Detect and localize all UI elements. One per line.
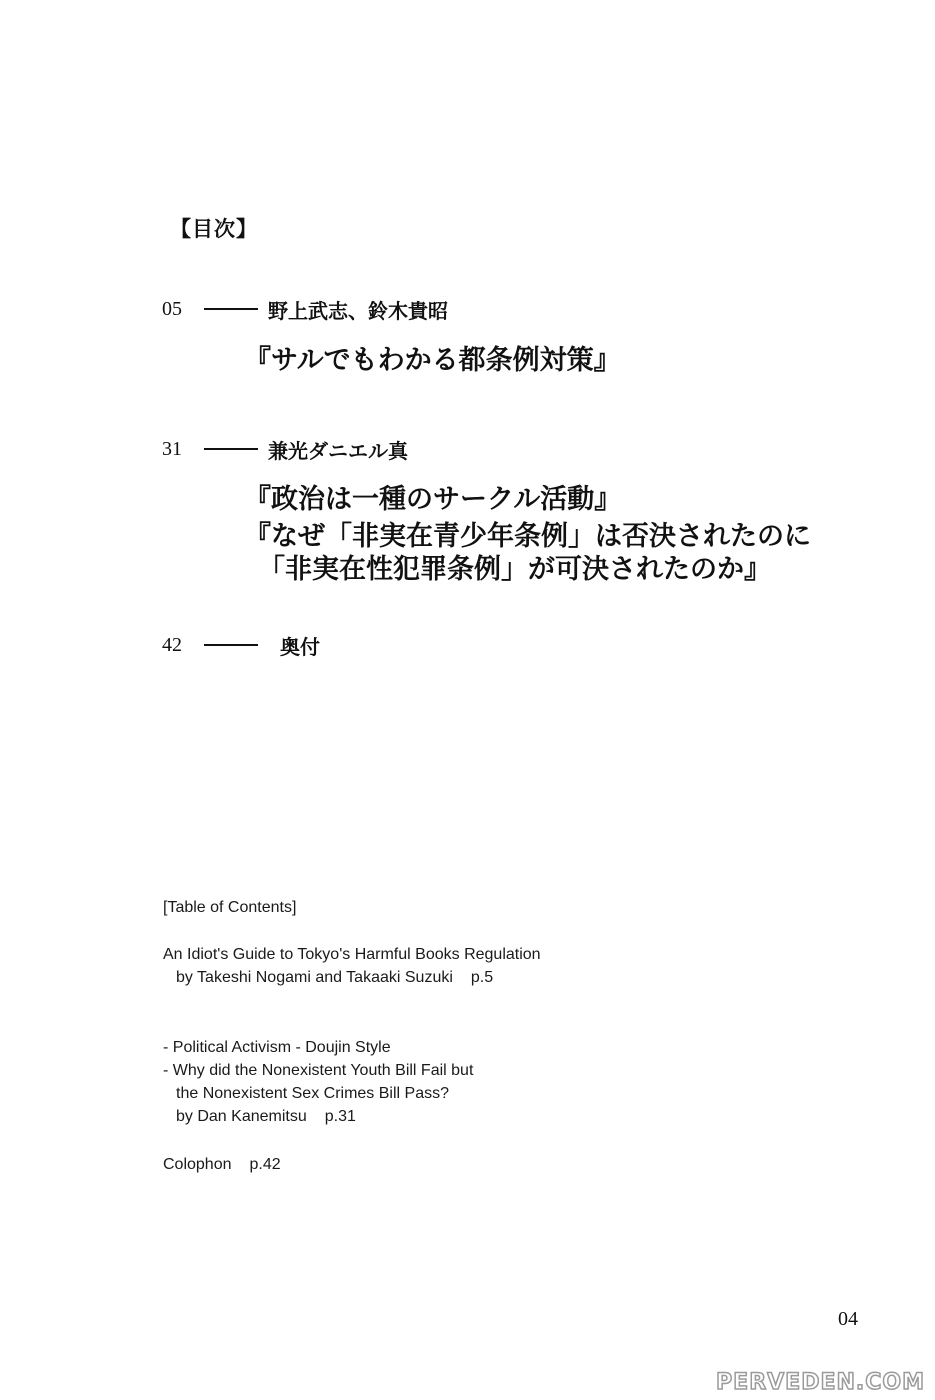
en-entry-1-byline: by Takeshi Nogami and Takaaki Suzuki bbox=[176, 969, 453, 986]
en-toc-heading: [Table of Contents] bbox=[163, 899, 297, 916]
en-toc-entry-3 bbox=[163, 1153, 281, 1176]
watermark: PERVEDEN.COM bbox=[716, 1370, 925, 1395]
jp-entry-3-page: 42 bbox=[162, 633, 182, 656]
en-entry-3-page: p.42 bbox=[249, 1156, 281, 1173]
jp-entry-2-title-3: 「非実在性犯罪条例」が可決されたのか』 bbox=[258, 554, 771, 585]
jp-entry-2-page: 31 bbox=[162, 437, 182, 460]
jp-entry-3-label: 奥付 bbox=[280, 634, 320, 659]
en-entry-1-page: p.5 bbox=[470, 969, 494, 986]
jp-entry-1-page: 05 bbox=[162, 297, 182, 320]
en-entry-2-line-2: - Why did the Nonexistent Youth Bill Fail but bbox=[163, 1062, 474, 1079]
jp-entry-2-title-2: 『なぜ「非実在青少年条例」は否決されたのに bbox=[244, 521, 811, 552]
jp-toc-entry-2 bbox=[162, 434, 408, 464]
en-toc-entry-2 bbox=[163, 1036, 473, 1128]
en-entry-2-page: p.31 bbox=[324, 1108, 356, 1125]
jp-entry-1-author: 野上武志、鈴木貴昭 bbox=[268, 298, 448, 323]
jp-toc-entry-1 bbox=[162, 294, 448, 324]
jp-toc-heading: 【目次】 bbox=[170, 216, 258, 241]
jp-entry-1-title: 『サルでもわかる都条例対策』 bbox=[244, 345, 621, 376]
page-number: 04 bbox=[838, 1308, 858, 1330]
en-entry-2-line-3: the Nonexistent Sex Crimes Bill Pass? bbox=[176, 1085, 449, 1102]
jp-entry-2-author: 兼光ダニエル真 bbox=[268, 438, 408, 463]
en-entry-1-byline-row bbox=[163, 966, 541, 989]
en-entry-2-line-1: - Political Activism - Doujin Style bbox=[163, 1039, 391, 1056]
leader-dash bbox=[204, 644, 258, 646]
en-entry-1-title: An Idiot's Guide to Tokyo's Harmful Books Regulation bbox=[163, 946, 541, 963]
jp-toc-entry-3 bbox=[162, 630, 320, 660]
leader-dash bbox=[204, 308, 258, 310]
en-entry-3-title: Colophon bbox=[163, 1156, 232, 1173]
en-entry-2-byline-row bbox=[163, 1105, 473, 1128]
en-entry-2-byline: by Dan Kanemitsu bbox=[176, 1108, 307, 1125]
leader-dash bbox=[204, 448, 258, 450]
jp-entry-2-title-1: 『政治は一種のサークル活動』 bbox=[244, 484, 622, 515]
en-toc-entry-1 bbox=[163, 943, 541, 989]
